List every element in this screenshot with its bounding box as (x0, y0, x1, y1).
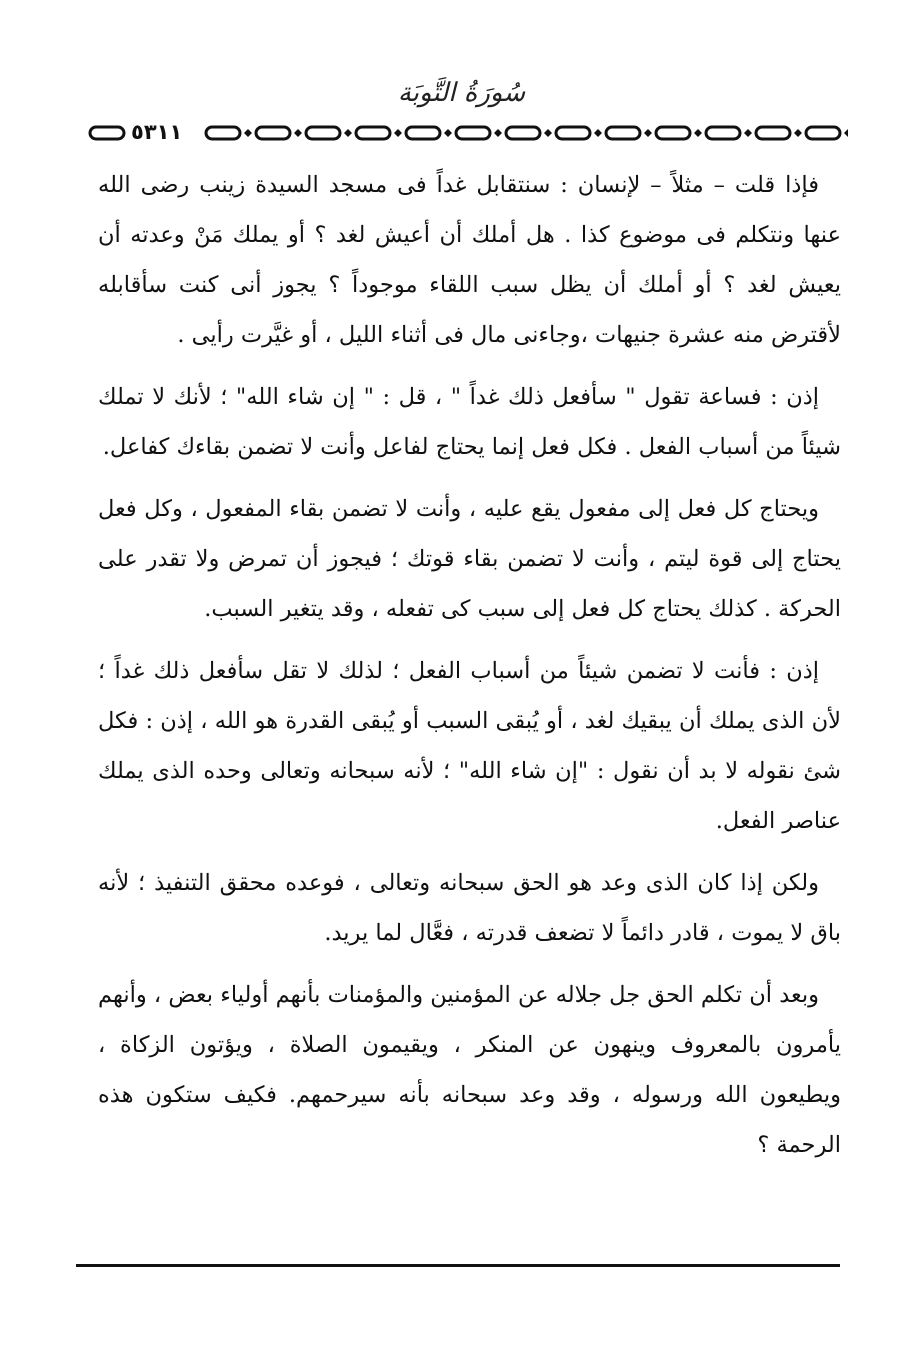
paragraph-1: فإذا قلت – مثلاً – لإنسان : سنتقابل غداً فى مسجد السيدة زينب رضى الله عنها ونتكلم فى موضوع كذا . هل أملك أن أعيش لغد ؟ أو يملك مَنْ وعدته أن يعيش لغد ؟ أو أملك أن يظل سبب اللقاء موجوداً ؟ يجوز أنى كنت سأقابله لأقترض منه عشرة جنيهات ،وجاءنى مال فى أثناء الليل ، أو غيَّرت رأيى . (98, 172, 841, 348)
chain-link (356, 127, 390, 139)
paragraph-3: ويحتاج كل فعل إلى مفعول يقع عليه ، وأنت لا تضمن بقاء المفعول ، وكل فعل يحتاج إلى قوة ليتم ، وأنت لا تضمن بقاء قوتك ؛ فيجوز أن تمرض ولا تقدر على الحركة . كذلك يحتاج كل فعل إلى سبب كى تفعله ، وقد يتغير السبب. (98, 496, 841, 622)
chain-diamond (444, 129, 452, 137)
page-body (98, 160, 841, 1170)
chain-ornament-icon (88, 120, 848, 146)
chain-link (606, 127, 640, 139)
chain-link (206, 127, 240, 139)
chain-diamond (244, 129, 252, 137)
chain-link (706, 127, 740, 139)
chain-diamond (694, 129, 702, 137)
paragraph-2: إذن : فساعة تقول " سأفعل ذلك غداً " ، قل : " إن شاء الله" ؛ لأنك لا تملك شيئاً من أسباب الفعل . فكل فعل إنما يحتاج لفاعل وأنت لا تضمن بقاءك كفاعل. (98, 384, 841, 460)
bottom-rule (76, 1264, 840, 1267)
chain-link (756, 127, 790, 139)
page-number: ٥٣١١ (128, 118, 185, 146)
chain-link (90, 127, 124, 139)
chain-diamond (844, 129, 848, 137)
chain-diamond (494, 129, 502, 137)
header-ornament (88, 120, 848, 146)
chain-diamond (794, 129, 802, 137)
chain-link (456, 127, 490, 139)
chain-link (806, 127, 840, 139)
chain-diamond (744, 129, 752, 137)
chain-diamond (394, 129, 402, 137)
chain-diamond (544, 129, 552, 137)
paragraph-6: وبعد أن تكلم الحق جل جلاله عن المؤمنين والمؤمنات بأنهم أولياء بعض ، وأنهم يأمرون بالمعروف وينهون عن المنكر ، ويقيمون الصلاة ، ويؤتون الزكاة ، ويطيعون الله ورسوله ، وقد وعد سبحانه بأنه سيرحمهم. فكيف ستكون هذه الرحمة ؟ (98, 982, 841, 1158)
chain-link (256, 127, 290, 139)
chain-diamond (294, 129, 302, 137)
chain-diamond (594, 129, 602, 137)
chain-link (556, 127, 590, 139)
chain-link (506, 127, 540, 139)
chain-link (406, 127, 440, 139)
surah-title: سُورَةُ التَّوبَة (397, 78, 526, 108)
paragraph-5: ولكن إذا كان الذى وعد هو الحق سبحانه وتعالى ، فوعده محقق التنفيذ ؛ لأنه باق لا يموت ، قادر دائماً لا تضعف قدرته ، فعَّال لما يريد. (98, 870, 841, 946)
chain-diamond (644, 129, 652, 137)
chain-link (306, 127, 340, 139)
paragraph-4: إذن : فأنت لا تضمن شيئاً من أسباب الفعل ؛ لذلك لا تقل سأفعل ذلك غداً ؛ لأن الذى يملك أن يبقيك لغد ، أو يُبقى السبب أو يُبقى القدرة هو الله ، إذن : فكل شئ نقوله لا بد أن نقول : "إن شاء الله" ؛ لأنه سبحانه وتعالى وحده الذى يملك عناصر الفعل. (98, 658, 841, 834)
chain-link (656, 127, 690, 139)
chain-diamond (344, 129, 352, 137)
page-header (0, 78, 923, 108)
